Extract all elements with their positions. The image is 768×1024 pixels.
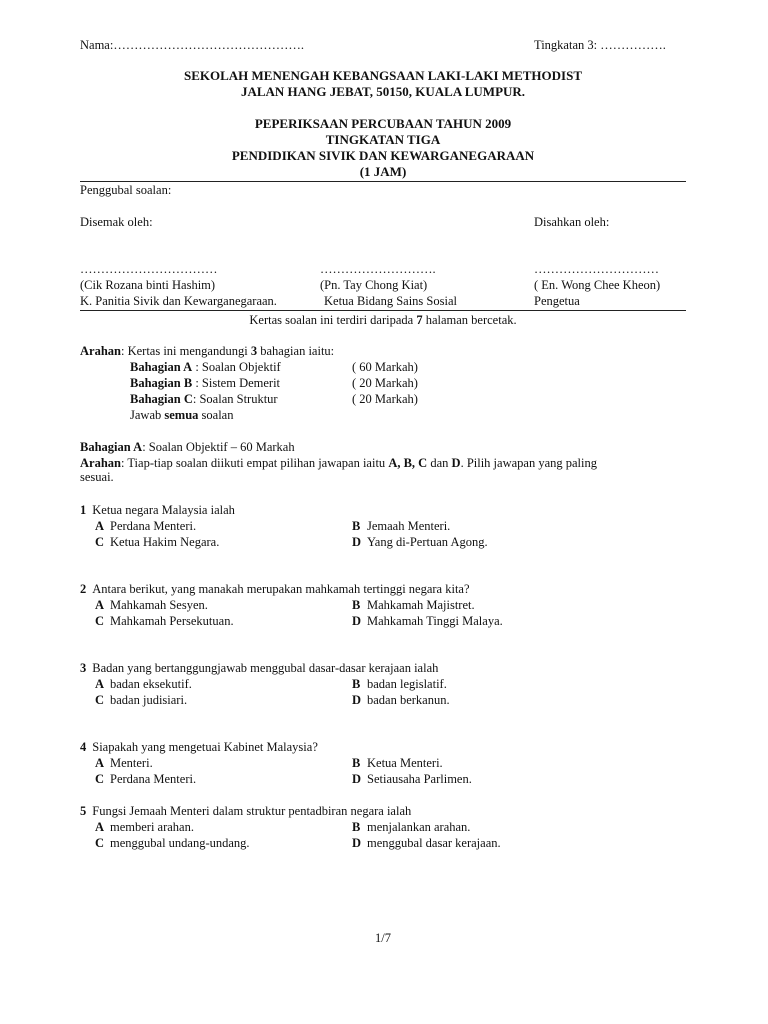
option-a[interactable] <box>95 677 192 692</box>
option-text: Yang di-Pertuan Agong. <box>367 535 488 549</box>
option-d[interactable] <box>352 693 450 708</box>
instructions-text: : Kertas ini mengandungi <box>120 344 251 358</box>
disemak-label: Disemak oleh: <box>80 215 153 229</box>
instructions-label: Arahan <box>80 344 121 358</box>
option-text: Jemaah Menteri. <box>367 519 451 533</box>
section-desc: : Sistem Demerit <box>192 376 281 390</box>
instructions-bold: A, B, C <box>388 456 428 470</box>
option-text: Ketua Hakim Negara. <box>110 535 220 549</box>
instructions-text: bahagian iaitu: <box>257 344 335 358</box>
answer-all-note <box>130 408 233 423</box>
signature-line-2: ………………………. <box>320 262 436 276</box>
school-address: JALAN HANG JEBAT, 50150, KUALA LUMPUR. <box>240 84 526 99</box>
form-field-label: Tingkatan 3: ……………. <box>534 38 666 52</box>
option-text: badan judisiari. <box>110 693 188 707</box>
option-letter: A <box>95 598 105 612</box>
option-letter: D <box>352 836 362 850</box>
instructions <box>80 344 334 359</box>
option-text: Mahkamah Sesyen. <box>110 598 208 612</box>
option-text: badan berkanun. <box>367 693 450 707</box>
section-a-label: Bahagian A <box>80 440 143 454</box>
option-letter: C <box>95 693 105 707</box>
signatory-name-1: (Cik Rozana binti Hashim) <box>80 278 216 292</box>
option-a[interactable] <box>95 756 153 771</box>
section-label: Bahagian A <box>130 360 193 374</box>
option-b[interactable] <box>352 820 470 835</box>
question-stem <box>80 661 438 676</box>
question-stem <box>80 740 318 755</box>
penggubal-label: Penggubal soalan: <box>80 183 172 197</box>
exam-form: TINGKATAN TIGA <box>325 132 441 147</box>
instructions-bold: D <box>451 456 461 470</box>
divider <box>80 181 686 182</box>
option-c[interactable] <box>95 836 250 851</box>
option-text: Perdana Menteri. <box>110 519 197 533</box>
option-letter: B <box>352 820 361 834</box>
option-text: Mahkamah Persekutuan. <box>110 614 234 628</box>
section-a-title: : Soalan Objektif – 60 Markah <box>142 440 295 454</box>
section-b-line <box>130 376 280 391</box>
exam-subject: PENDIDIKAN SIVIK DAN KEWARGANEGARAAN <box>231 148 535 163</box>
option-d[interactable] <box>352 836 501 851</box>
instructions-text: dan <box>427 456 452 470</box>
option-text: menggubal dasar kerajaan. <box>367 836 501 850</box>
signatory-role-3: Pengetua <box>534 294 580 308</box>
pages-note <box>80 313 686 328</box>
option-text: Setiausaha Parlimen. <box>367 772 472 786</box>
question-text: Ketua negara Malaysia ialah <box>92 503 235 517</box>
option-text: Perdana Menteri. <box>110 772 197 786</box>
section-a-instructions-cont: sesuai. <box>80 470 114 484</box>
question-number: 3 <box>80 661 87 675</box>
signatory-role-2: Ketua Bidang Sains Sosial <box>324 294 457 308</box>
option-c[interactable] <box>95 535 219 550</box>
option-b[interactable] <box>352 677 447 692</box>
option-b[interactable] <box>352 756 443 771</box>
question-stem <box>80 503 235 518</box>
question-text: Antara berikut, yang manakah merupakan mahkamah tertinggi negara kita? <box>92 582 470 596</box>
page-number: 1/7 <box>375 931 391 945</box>
name-field-label: Nama:………………………………………. <box>80 38 304 52</box>
option-c[interactable] <box>95 693 187 708</box>
exam-duration: (1 JAM) <box>359 164 407 179</box>
option-text: memberi arahan. <box>110 820 194 834</box>
question-text: Siapakah yang mengetuai Kabinet Malaysia? <box>92 740 318 754</box>
question-number: 1 <box>80 503 87 517</box>
option-b[interactable] <box>352 598 475 613</box>
instructions-text: : Tiap-tiap soalan diikuti empat pilihan jawapan iaitu <box>120 456 389 470</box>
question-number: 5 <box>80 804 87 818</box>
question-text: Badan yang bertanggungjawab menggubal dasar-dasar kerajaan ialah <box>92 661 439 675</box>
question-stem <box>80 804 411 819</box>
option-text: Mahkamah Tinggi Malaya. <box>367 614 503 628</box>
option-c[interactable] <box>95 614 234 629</box>
exam-title: PEPERIKSAAN PERCUBAAN TAHUN 2009 <box>254 116 512 131</box>
option-d[interactable] <box>352 535 488 550</box>
option-d[interactable] <box>352 772 472 787</box>
section-a-line <box>130 360 281 375</box>
option-letter: B <box>352 598 361 612</box>
option-letter: A <box>95 677 105 691</box>
option-a[interactable] <box>95 598 208 613</box>
option-d[interactable] <box>352 614 503 629</box>
option-a[interactable] <box>95 820 194 835</box>
section-desc: : Soalan Objektif <box>192 360 281 374</box>
question-number: 2 <box>80 582 87 596</box>
question-stem <box>80 582 470 597</box>
option-c[interactable] <box>95 772 196 787</box>
signatory-name-3: ( En. Wong Chee Kheon) <box>534 278 661 292</box>
option-letter: C <box>95 836 105 850</box>
option-letter: D <box>352 772 362 786</box>
section-count: 3 <box>250 344 258 358</box>
answer-note-text: soalan <box>198 408 234 422</box>
section-c-line <box>130 392 278 407</box>
option-letter: C <box>95 614 105 628</box>
option-text: badan legislatif. <box>367 677 447 691</box>
option-letter: D <box>352 535 362 549</box>
option-letter: B <box>352 677 361 691</box>
option-letter: D <box>352 614 362 628</box>
signature-line-3: ………………………… <box>534 262 659 276</box>
section-a-heading <box>80 440 295 455</box>
section-desc: : Soalan Struktur <box>192 392 278 406</box>
option-text: menggubal undang-undang. <box>110 836 250 850</box>
option-b[interactable] <box>352 519 450 534</box>
section-c-marks: ( 20 Markah) <box>352 392 418 406</box>
signature-line-1: …………………………… <box>80 262 218 276</box>
option-a[interactable] <box>95 519 196 534</box>
option-text: Ketua Menteri. <box>367 756 443 770</box>
option-letter: A <box>95 820 105 834</box>
option-letter: B <box>352 756 361 770</box>
section-a-marks: ( 60 Markah) <box>352 360 418 374</box>
option-text: Mahkamah Majistret. <box>367 598 475 612</box>
option-letter: D <box>352 693 362 707</box>
section-label: Bahagian B <box>130 376 193 390</box>
pages-note-text: Kertas soalan ini terdiri daripada <box>249 313 417 327</box>
option-text: badan eksekutif. <box>110 677 192 691</box>
signatory-name-2: (Pn. Tay Chong Kiat) <box>320 278 428 292</box>
pages-count: 7 <box>416 313 423 327</box>
answer-note-text: Jawab <box>130 408 165 422</box>
option-text: menjalankan arahan. <box>367 820 471 834</box>
divider <box>80 310 686 311</box>
disahkan-label: Disahkan oleh: <box>534 215 610 229</box>
option-letter: C <box>95 772 105 786</box>
question-text: Fungsi Jemaah Menteri dalam struktur pentadbiran negara ialah <box>92 804 412 818</box>
section-b-marks: ( 20 Markah) <box>352 376 418 390</box>
instructions-label: Arahan <box>80 456 121 470</box>
question-number: 4 <box>80 740 87 754</box>
instructions-text: . Pilih jawapan yang paling <box>460 456 597 470</box>
section-a-instructions <box>80 456 597 471</box>
option-letter: A <box>95 756 105 770</box>
section-label: Bahagian C <box>130 392 193 406</box>
option-letter: A <box>95 519 105 533</box>
option-letter: C <box>95 535 105 549</box>
signatory-role-1: K. Panitia Sivik dan Kewarganegaraan. <box>80 294 277 308</box>
pages-note-text: halaman bercetak. <box>422 313 517 327</box>
school-name: SEKOLAH MENENGAH KEBANGSAAN LAKI-LAKI METHODIST <box>183 68 582 83</box>
option-letter: B <box>352 519 361 533</box>
option-text: Menteri. <box>110 756 153 770</box>
answer-note-bold: semua <box>164 408 199 422</box>
